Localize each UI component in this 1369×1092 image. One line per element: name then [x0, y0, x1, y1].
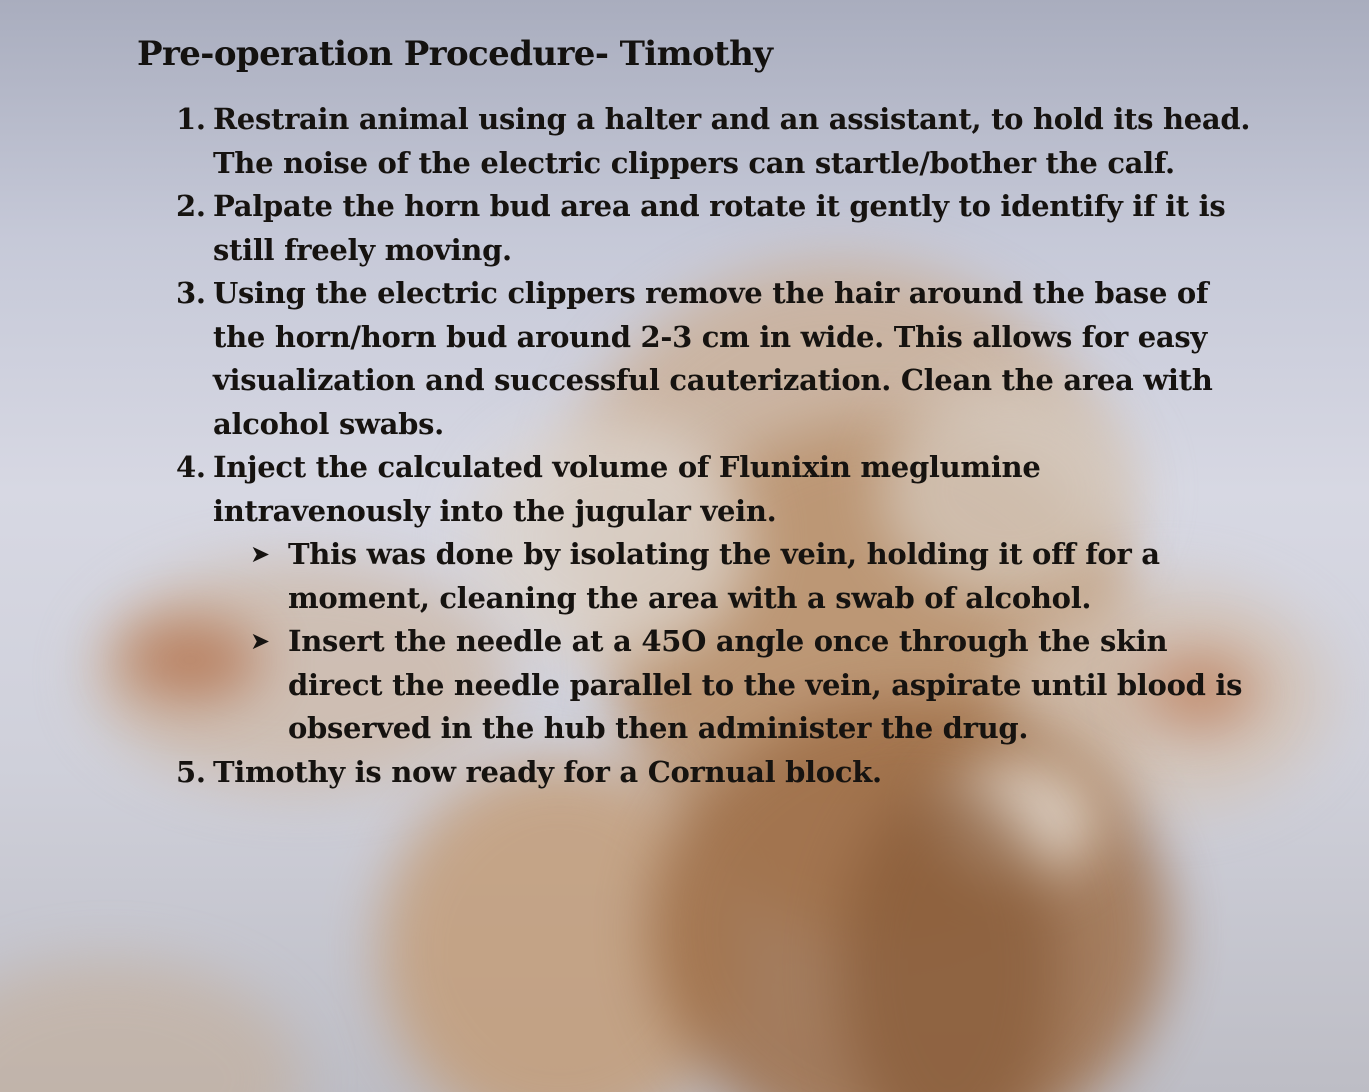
list-item	[176, 751, 1266, 795]
step-text: Using the electric clippers remove the hair around the base of the horn/horn bud around 2-3 cm in wide. This allows for easy visualization and successful cauterization. Clean the area with alcohol swabs.	[213, 276, 1213, 441]
sub-item-text: Insert the needle at a 45O angle once through the skin direct the needle parallel to the vein, aspirate until blood is observed in the hub then administer the drug.	[288, 624, 1243, 745]
step-text: Inject the calculated volume of Flunixin meglumine intravenously into the jugular vein.	[213, 450, 1041, 528]
step-text: Timothy is now ready for a Cornual block.	[213, 754, 882, 789]
sub-list-item	[250, 620, 1266, 751]
sub-list-item	[250, 533, 1266, 620]
step-number: 3.	[176, 276, 206, 310]
step-text: Restrain animal using a halter and an assistant, to hold its head. The noise of the electric clippers can startle/bother the calf.	[213, 102, 1251, 180]
list-item	[176, 185, 1266, 272]
arrowhead-bullet-icon: ➤	[250, 540, 270, 568]
arrowhead-bullet-icon: ➤	[250, 627, 270, 655]
procedure-list	[176, 98, 1266, 794]
page-title: Pre-operation Procedure- Timothy	[137, 34, 773, 74]
step-text: Palpate the horn bud area and rotate it gently to identify if it is still freely moving.	[213, 189, 1226, 267]
step-number: 1.	[176, 102, 206, 136]
list-item	[176, 446, 1266, 533]
step-number: 5.	[176, 754, 206, 789]
list-item	[176, 272, 1266, 446]
list-item	[176, 98, 1266, 185]
step-number: 2.	[176, 189, 206, 223]
sub-item-text: This was done by isolating the vein, holding it off for a moment, cleaning the area with a swab of alcohol.	[288, 537, 1160, 615]
step-number: 4.	[176, 450, 206, 484]
